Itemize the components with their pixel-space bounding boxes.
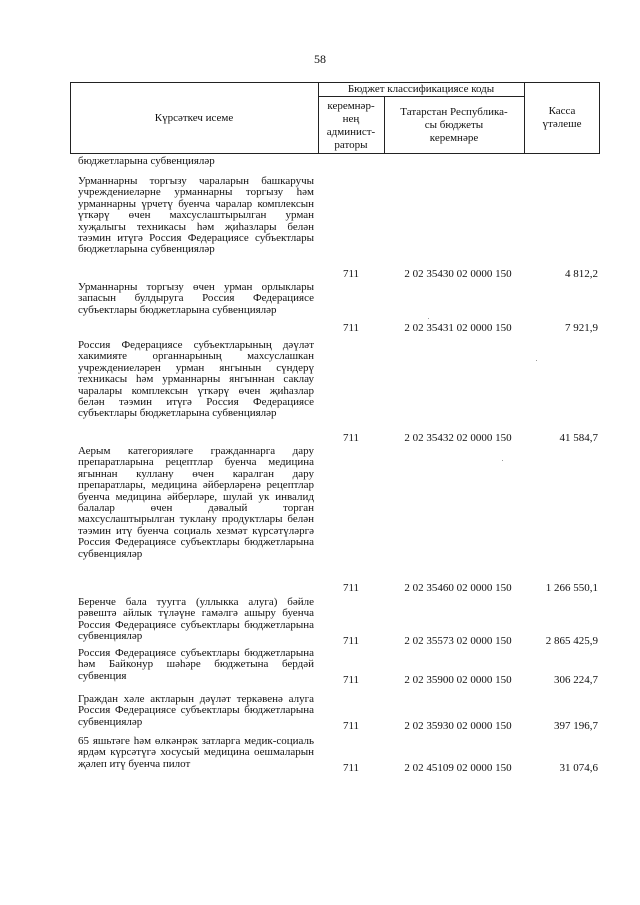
row-classification-code: 2 02 35460 02 0000 150 — [404, 582, 512, 594]
row-admin-code: 711 — [342, 635, 360, 647]
header-budget-group: Бюджет классификациясе коды — [347, 82, 495, 95]
row-admin-code: 711 — [342, 720, 360, 732]
row-description: Аерым категорияләге гражданнарга дару препаратларына рецептлар буенча медицина ягыннан куллану өчен каралган дару препаратлары, медицина әйберләренә рецептлар буенча медицина әйберләре, шулай ук инвалид балалар өчен дәвалый торган махсуслаштырылган туклану продуктлары белән тәэмин итү буенча социаль хезмәт күрсәтүләргә Россия Федерациясе субъектлары бюджетларына субвенцияләр — [78, 445, 314, 560]
row-classification-code: 2 02 35900 02 0000 150 — [404, 674, 512, 686]
scan-speck — [428, 318, 429, 319]
row-amount: 2 865 425,9 — [545, 635, 598, 647]
row-description: Урманнарны торгызу өчен урман орлыклары запасын булдыруга Россия Федерациясе субъектлары бюджетларына субвенцияләр — [78, 281, 314, 316]
row-amount: 7 921,9 — [565, 322, 598, 334]
row-classification-code: 2 02 35930 02 0000 150 — [404, 720, 512, 732]
row-description: Граждан хәле актларын дәүләт теркәвенә алуга Россия Федерациясе субъектлары бюджетларына субвенцияләр — [78, 693, 314, 728]
row-amount: 1 266 550,1 — [545, 582, 598, 594]
row-classification-code: 2 02 35431 02 0000 150 — [404, 322, 512, 334]
row-admin-code: 711 — [342, 762, 360, 774]
row-admin-code: 711 — [342, 268, 360, 280]
row-description: Урманнарны торгызу чараларын башкаручы учреждениеләрне урманнарны торгызу һәм урманнарны үрчетү буенча чаралар комплексын үткәрү өчен махсуслаштырылган урман хуҗалыгы техникасы һәм җиһазлары белән тәэмин итүгә Россия Федерациясе субъектлары бюджетларына субвенцияләр — [78, 175, 314, 256]
header-cash-col: Касса үтәлеше — [542, 105, 582, 130]
page-number: 58 — [314, 52, 326, 66]
row-admin-code: 711 — [342, 432, 360, 444]
row-amount: 306 224,7 — [554, 674, 598, 686]
row-admin-code: 711 — [342, 674, 360, 686]
scan-speck — [502, 460, 503, 461]
header-admin-col: керемнәр- нең админист- раторы — [326, 99, 376, 151]
row-amount: 397 196,7 — [554, 720, 598, 732]
row-description: Россия Федерациясе субъектлары бюджетларына һәм Байконур шәһәре бюджетына бердәй субвенция — [78, 647, 314, 682]
row-amount: 31 074,6 — [559, 762, 598, 774]
row-admin-code: 711 — [342, 582, 360, 594]
row-classification-code: 2 02 35430 02 0000 150 — [404, 268, 512, 280]
row-classification-code: 2 02 35432 02 0000 150 — [404, 432, 512, 444]
row-amount: 41 584,7 — [559, 432, 598, 444]
row-classification-code: 2 02 45109 02 0000 150 — [404, 762, 512, 774]
row-description: 65 яшьтәге һәм өлкәнрәк затларга медик-социаль ярдәм күрсәтүгә хосусый медицина оешмаларын җәлеп итү буенча пилот — [78, 735, 314, 770]
scan-speck — [536, 360, 537, 361]
row-admin-code: 711 — [342, 322, 360, 334]
header-indicator-name: Күрсәткеч исеме — [154, 111, 234, 124]
row-classification-code: 2 02 35573 02 0000 150 — [404, 635, 512, 647]
continuation-text: бюджетларына субвенцияләр — [78, 155, 215, 167]
row-description: Беренче бала туугга (уллыкка алуга) бәйле рәвештә айлык түләүне гамәлгә ашыру буенча Россия Федерациясе субъектлары бюджетларына субвенцияләр — [78, 596, 314, 643]
row-description: Россия Федерациясе субъектларының дәүләт хакимияте органнарының махсуслашкан учреждениеләрен урман янгынын сүндерү техникасы һәм урманнарны янгыннан саклау чаралары комплексын үткәрү өчен җиһазлар белән тәэмин итүгә Россия Федерациясе субъектлары бюджетларына субвенцияләр — [78, 339, 314, 420]
row-amount: 4 812,2 — [565, 268, 598, 280]
header-rt-col: Татарстан Республика- сы бюджеты керемнәре — [400, 106, 508, 144]
